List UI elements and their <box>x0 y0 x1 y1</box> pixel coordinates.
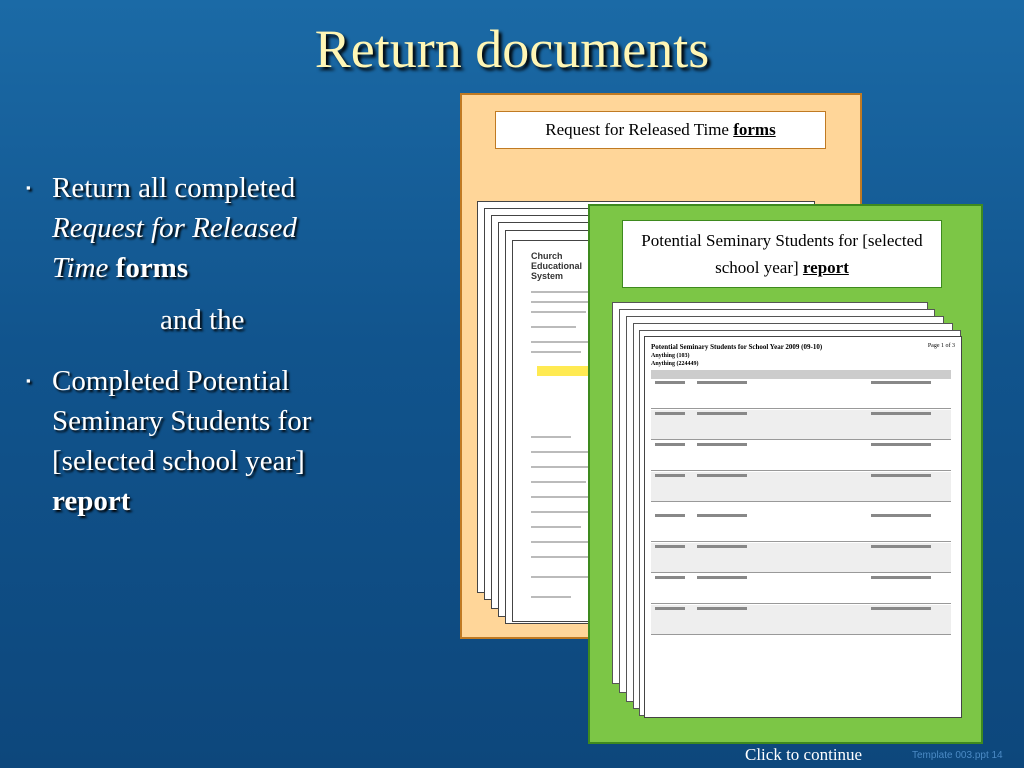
form-line <box>531 541 591 543</box>
report-row <box>651 472 951 502</box>
seminary-report-preview <box>644 336 962 718</box>
report-row <box>651 441 951 471</box>
form-line <box>531 596 571 598</box>
report-title: Potential Seminary Students for School Year 2009 (09-10) <box>651 343 823 351</box>
form-line <box>531 556 591 558</box>
form-line <box>531 451 591 453</box>
bullet-bold: report <box>52 485 131 517</box>
form-line <box>531 341 591 343</box>
and-the-text: and the <box>160 304 245 336</box>
bullet-marker-icon: ▪ <box>26 180 31 195</box>
church-logo: Church Educational System <box>531 251 583 281</box>
bullet-italic: Request for Released Time <box>52 212 297 284</box>
bullet-return-forms <box>26 168 356 288</box>
form-line <box>531 326 576 328</box>
bullet-text <box>26 168 356 288</box>
report-row <box>651 410 951 440</box>
form-line <box>531 466 591 468</box>
forms-label <box>495 111 826 149</box>
form-line <box>531 496 591 498</box>
bullet-bold: forms <box>115 252 189 284</box>
bullet-lead: Return all completed <box>52 172 296 204</box>
form-line <box>531 311 586 313</box>
template-footer: Template 003.ppt 14 <box>912 750 1003 761</box>
form-line <box>531 301 591 303</box>
report-row <box>651 512 951 542</box>
form-line <box>531 526 581 528</box>
click-to-continue[interactable]: Click to continue <box>745 745 863 764</box>
bullet-body: Completed Potential Seminary Students for [selected school year] <box>52 365 312 477</box>
form-line <box>531 576 591 578</box>
report-sub: Anything (103) <box>651 353 690 359</box>
form-line <box>531 511 591 513</box>
bullet-report <box>26 361 371 521</box>
report-header-row <box>651 370 951 379</box>
report-sub: Anything (224449) <box>651 361 699 367</box>
report-page: Page 1 of 3 <box>927 343 955 349</box>
slide-title: Return documents <box>314 19 710 79</box>
form-line <box>531 351 581 353</box>
forms-link[interactable]: forms <box>733 120 776 139</box>
bullet-text <box>26 361 371 521</box>
form-line <box>531 481 586 483</box>
report-link[interactable]: report <box>802 258 849 277</box>
bullet-marker-icon: ▪ <box>26 373 31 388</box>
report-row <box>651 574 951 604</box>
report-row <box>651 379 951 409</box>
report-row <box>651 543 951 573</box>
form-line <box>531 291 591 293</box>
report-label-text: Potential Seminary Students for [selected school year] <box>641 231 923 277</box>
report-label <box>622 220 942 288</box>
forms-label-text: Request for Released Time <box>545 120 734 139</box>
form-line <box>531 436 571 438</box>
report-row <box>651 605 951 635</box>
